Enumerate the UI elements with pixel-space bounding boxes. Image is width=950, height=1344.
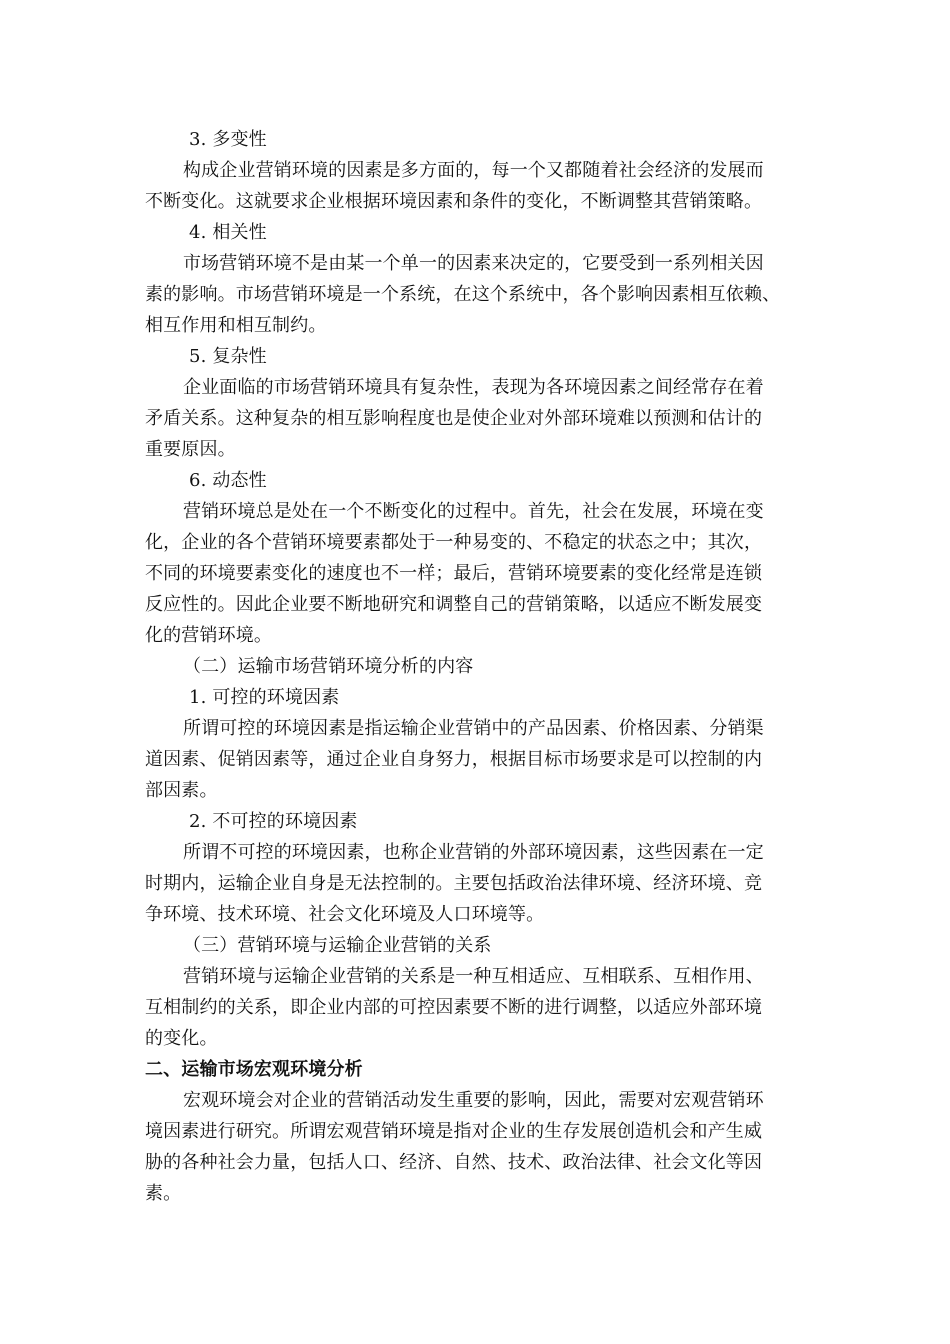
- subheading-diversity: 3. 多变性: [189, 129, 267, 150]
- paragraph-line: 矛盾关系。这种复杂的相互影响程度也是使企业对外部环境难以预测和估计的: [145, 408, 763, 429]
- paragraph-line: 所谓不可控的环境因素，也称企业营销的外部环境因素，这些因素在一定: [183, 842, 764, 863]
- paragraph-line: 构成企业营销环境的因素是多方面的，每一个又都随着社会经济的发展而: [183, 160, 764, 181]
- document-body: [145, 124, 805, 1209]
- paragraph-line: 重要原因。: [145, 439, 236, 460]
- paragraph-line: 争环境、技术环境、社会文化环境及人口环境等。: [145, 904, 545, 925]
- paragraph-line: 市场营销环境不是由某一个单一的因素来决定的，它要受到一系列相关因: [183, 253, 764, 274]
- paragraph-line: 化，企业的各个营销环境要素都处于一种易变的、不稳定的状态之中；其次，: [145, 532, 763, 553]
- paragraph-line: 部因素。: [145, 780, 218, 801]
- paragraph-line: 素。: [145, 1183, 182, 1204]
- paragraph-line: 互相制约的关系，即企业内部的可控因素要不断的进行调整，以适应外部环境: [145, 997, 763, 1018]
- paragraph-line: 素的影响。市场营销环境是一个系统，在这个系统中，各个影响因素相互依赖、: [145, 284, 781, 305]
- chapter-heading-macro: 二、运输市场宏观环境分析: [145, 1059, 363, 1080]
- subheading-complexity: 5. 复杂性: [189, 346, 267, 367]
- section-heading-relation: （三）营销环境与运输企业营销的关系: [183, 935, 492, 956]
- paragraph-line: 道因素、促销因素等，通过企业自身努力，根据目标市场要求是可以控制的内: [145, 749, 763, 770]
- paragraph-line: 胁的各种社会力量，包括人口、经济、自然、技术、政治法律、社会文化等因: [145, 1152, 763, 1173]
- paragraph-line: 不同的环境要素变化的速度也不一样；最后，营销环境要素的变化经常是连锁: [145, 563, 763, 584]
- paragraph-line: 企业面临的市场营销环境具有复杂性，表现为各环境因素之间经常存在着: [183, 377, 764, 398]
- paragraph-line: 宏观环境会对企业的营销活动发生重要的影响，因此，需要对宏观营销环: [183, 1090, 764, 1111]
- paragraph-line: 化的营销环境。: [145, 625, 273, 646]
- paragraph-line: 所谓可控的环境因素是指运输企业营销中的产品因素、价格因素、分销渠: [183, 718, 764, 739]
- paragraph-line: 营销环境与运输企业营销的关系是一种互相适应、互相联系、互相作用、: [183, 966, 764, 987]
- paragraph-line: 反应性的。因此企业要不断地研究和调整自己的营销策略，以适应不断发展变: [145, 594, 763, 615]
- paragraph-line: 不断变化。这就要求企业根据环境因素和条件的变化，不断调整其营销策略。: [145, 191, 763, 212]
- paragraph-line: 时期内，运输企业自身是无法控制的。主要包括政治法律环境、经济环境、竞: [145, 873, 763, 894]
- subheading-uncontrollable: 2. 不可控的环境因素: [189, 811, 358, 832]
- subheading-correlation: 4. 相关性: [189, 222, 267, 243]
- paragraph-line: 相互作用和相互制约。: [145, 315, 327, 336]
- paragraph-line: 境因素进行研究。所谓宏观营销环境是指对企业的生存发展创造机会和产生威: [145, 1121, 763, 1142]
- section-heading-content: （二）运输市场营销环境分析的内容: [183, 656, 474, 677]
- subheading-dynamic: 6. 动态性: [189, 470, 267, 491]
- subheading-controllable: 1. 可控的环境因素: [189, 687, 340, 708]
- paragraph-line: 营销环境总是处在一个不断变化的过程中。首先，社会在发展，环境在变: [183, 501, 764, 522]
- paragraph-line: 的变化。: [145, 1028, 218, 1049]
